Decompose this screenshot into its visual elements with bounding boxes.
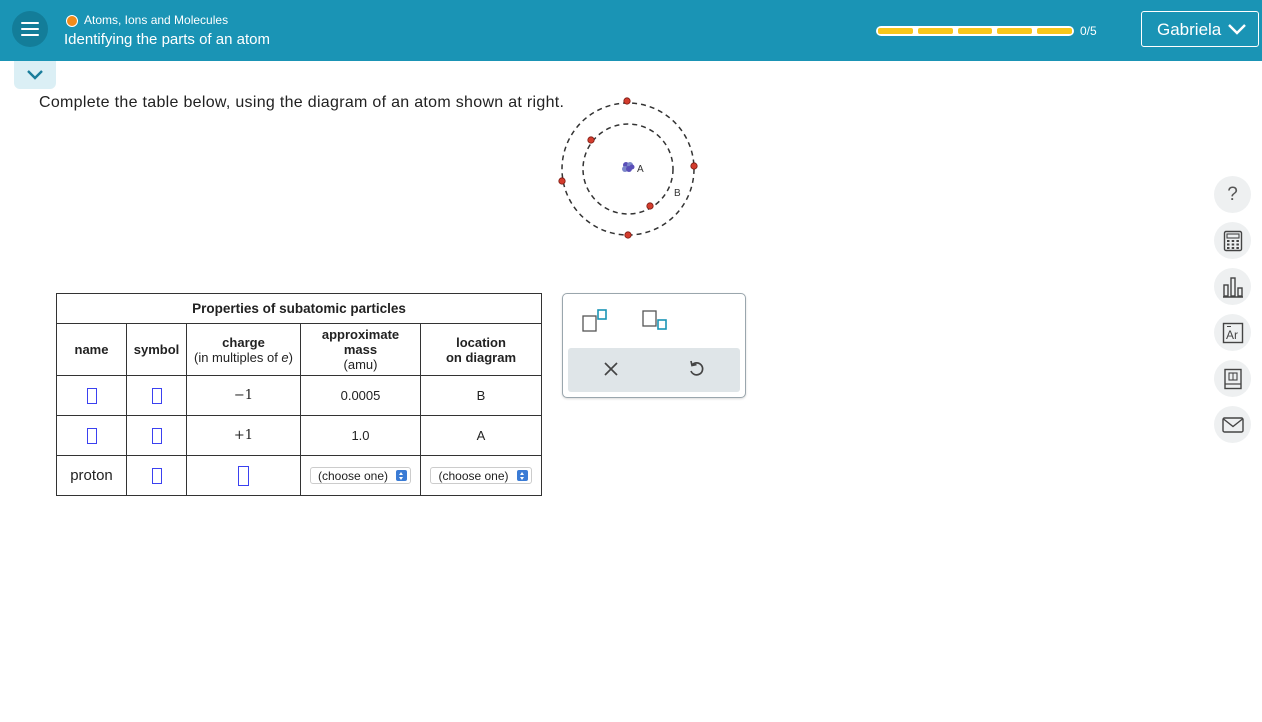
top-header — [0, 0, 1262, 61]
mass-cell — [301, 456, 421, 496]
header-charge: charge (in multiples of e) — [187, 324, 301, 376]
palette-actions — [568, 348, 740, 392]
charge-cell — [187, 456, 301, 496]
undo-icon[interactable] — [687, 360, 705, 378]
symbol-cell — [127, 376, 187, 416]
header-location: location on diagram — [421, 324, 542, 376]
charge-cell: −1 — [187, 376, 301, 416]
table-row — [57, 376, 542, 416]
question-instructions: Complete the table below, using the diagram of an atom shown at right. — [39, 94, 565, 111]
calculator-button[interactable] — [1214, 222, 1251, 259]
mass-cell: 0.0005 — [301, 376, 421, 416]
progress-segment — [918, 28, 953, 34]
name-answer-box[interactable] — [87, 428, 97, 444]
name-cell — [57, 416, 127, 456]
collapse-header-button[interactable] — [14, 61, 56, 89]
help-button[interactable] — [1214, 176, 1251, 213]
select-arrows-icon — [396, 470, 407, 481]
table-row — [57, 456, 542, 496]
progress-count: 0/5 — [1080, 24, 1097, 38]
topic-status-icon — [66, 15, 78, 27]
progress-segment — [878, 28, 913, 34]
header-mass: approximate mass (amu) — [301, 324, 421, 376]
help-icon: ? — [1227, 183, 1238, 205]
progress-bar — [876, 26, 1074, 36]
charge-answer-box[interactable] — [238, 466, 249, 486]
diagram-label-a: A — [637, 164, 644, 175]
reference-book-icon — [1223, 368, 1243, 390]
hamburger-menu-button[interactable] — [12, 11, 48, 47]
select-arrows-icon — [517, 470, 528, 481]
clear-icon[interactable] — [603, 361, 619, 377]
location-cell — [421, 456, 542, 496]
progress-segment — [1037, 28, 1072, 34]
chevron-down-icon — [1226, 18, 1248, 40]
symbol-cell — [127, 416, 187, 456]
user-menu-button[interactable] — [1141, 11, 1259, 47]
message-button[interactable] — [1214, 406, 1251, 443]
calculator-icon — [1223, 230, 1243, 252]
user-name: Gabriela — [1157, 20, 1222, 39]
chevron-down-icon — [26, 69, 44, 81]
progress-segment — [997, 28, 1032, 34]
charge-cell: +1 — [187, 416, 301, 456]
particle-properties-table — [56, 293, 542, 496]
mass-cell: 1.0 — [301, 416, 421, 456]
table-caption: Properties of subatomic particles — [57, 294, 542, 324]
periodic-table-button[interactable] — [1214, 314, 1251, 351]
table-row — [57, 416, 542, 456]
symbol-cell — [127, 456, 187, 496]
answer-palette — [562, 293, 746, 398]
bar-chart-icon — [1222, 276, 1244, 298]
topic-title: Atoms, Ions and Molecules — [84, 13, 229, 27]
mail-icon — [1222, 417, 1244, 433]
nucleus — [622, 162, 635, 172]
diagram-label-b: B — [674, 188, 681, 199]
header-name: name — [57, 324, 127, 376]
reference-button[interactable] — [1214, 360, 1251, 397]
periodic-table-icon — [1222, 322, 1244, 344]
location-select[interactable]: (choose one) — [430, 467, 531, 484]
symbol-answer-box[interactable] — [152, 388, 162, 404]
svg-text:Ar: Ar — [1225, 327, 1238, 342]
mass-select[interactable]: (choose one) — [310, 467, 411, 484]
superscript-icon[interactable] — [582, 308, 610, 334]
lesson-title: Identifying the parts of an atom — [64, 31, 270, 48]
header-symbol: symbol — [127, 324, 187, 376]
location-cell: A — [421, 416, 542, 456]
subscript-icon[interactable] — [642, 308, 670, 334]
data-chart-button[interactable] — [1214, 268, 1251, 305]
symbol-answer-box[interactable] — [152, 468, 162, 484]
symbol-answer-box[interactable] — [152, 428, 162, 444]
location-cell: B — [421, 376, 542, 416]
name-cell — [57, 376, 127, 416]
name-cell: proton — [57, 456, 127, 496]
progress-segment — [958, 28, 993, 34]
atom-diagram — [553, 94, 703, 244]
name-answer-box[interactable] — [87, 388, 97, 404]
